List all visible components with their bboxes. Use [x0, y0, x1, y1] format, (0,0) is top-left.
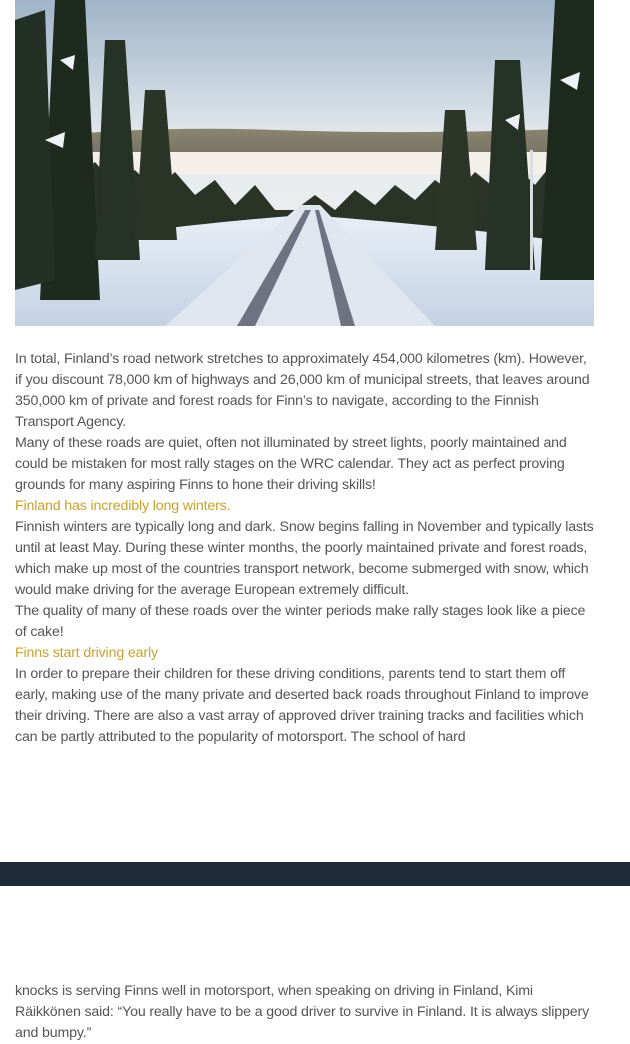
article-paragraph: The quality of many of these roads over the winter periods make rally stages look like a piece of cake! — [15, 603, 586, 640]
article-body-continued — [15, 981, 595, 1044]
article-paragraph: knocks is serving Finns well in motorsport, when speaking on driving in Finland, Kimi Räikkönen said: “You really have to be a good driver to survive in Finland. It is always slippery and bumpy.” — [15, 983, 590, 1041]
article-body — [15, 349, 595, 748]
section-heading: Finland has incredibly long winters. — [15, 498, 231, 514]
article-paragraph: In total, Finland’s road network stretches to approximately 454,000 kilometres (km). However, if you discount 78,000 km of highways and 26,000 km of municipal streets, that leaves around 350,000 km of private and forest roads for Finn’s to navigate, according to the Finnish Transport Agency. — [15, 351, 590, 430]
ad-divider-band — [0, 862, 630, 886]
section-heading: Finns start driving early — [15, 645, 158, 661]
article-paragraph: Finnish winters are typically long and dark. Snow begins falling in November and typically lasts until at least May. During these winter months, the poorly maintained private and forest roads, which make up most of the countries transport network, become submerged with snow, which would make driving for the average European extremely difficult. — [15, 519, 594, 598]
article-paragraph: Many of these roads are quiet, often not illuminated by street lights, poorly maintained and could be mistaken for most rally stages on the WRC calendar. They act as perfect proving grounds for many aspiring Finns to hone their driving skills! — [15, 435, 567, 493]
hero-image — [15, 0, 594, 326]
article-paragraph: In order to prepare their children for these driving conditions, parents tend to start them off early, making use of the many private and deserted back roads throughout Finland to improve their driving. There are also a vast array of approved driver training tracks and facilities which can be partly attributed to the popularity of motorsport. The school of hard — [15, 666, 589, 745]
snowy-road-photo — [15, 0, 594, 326]
